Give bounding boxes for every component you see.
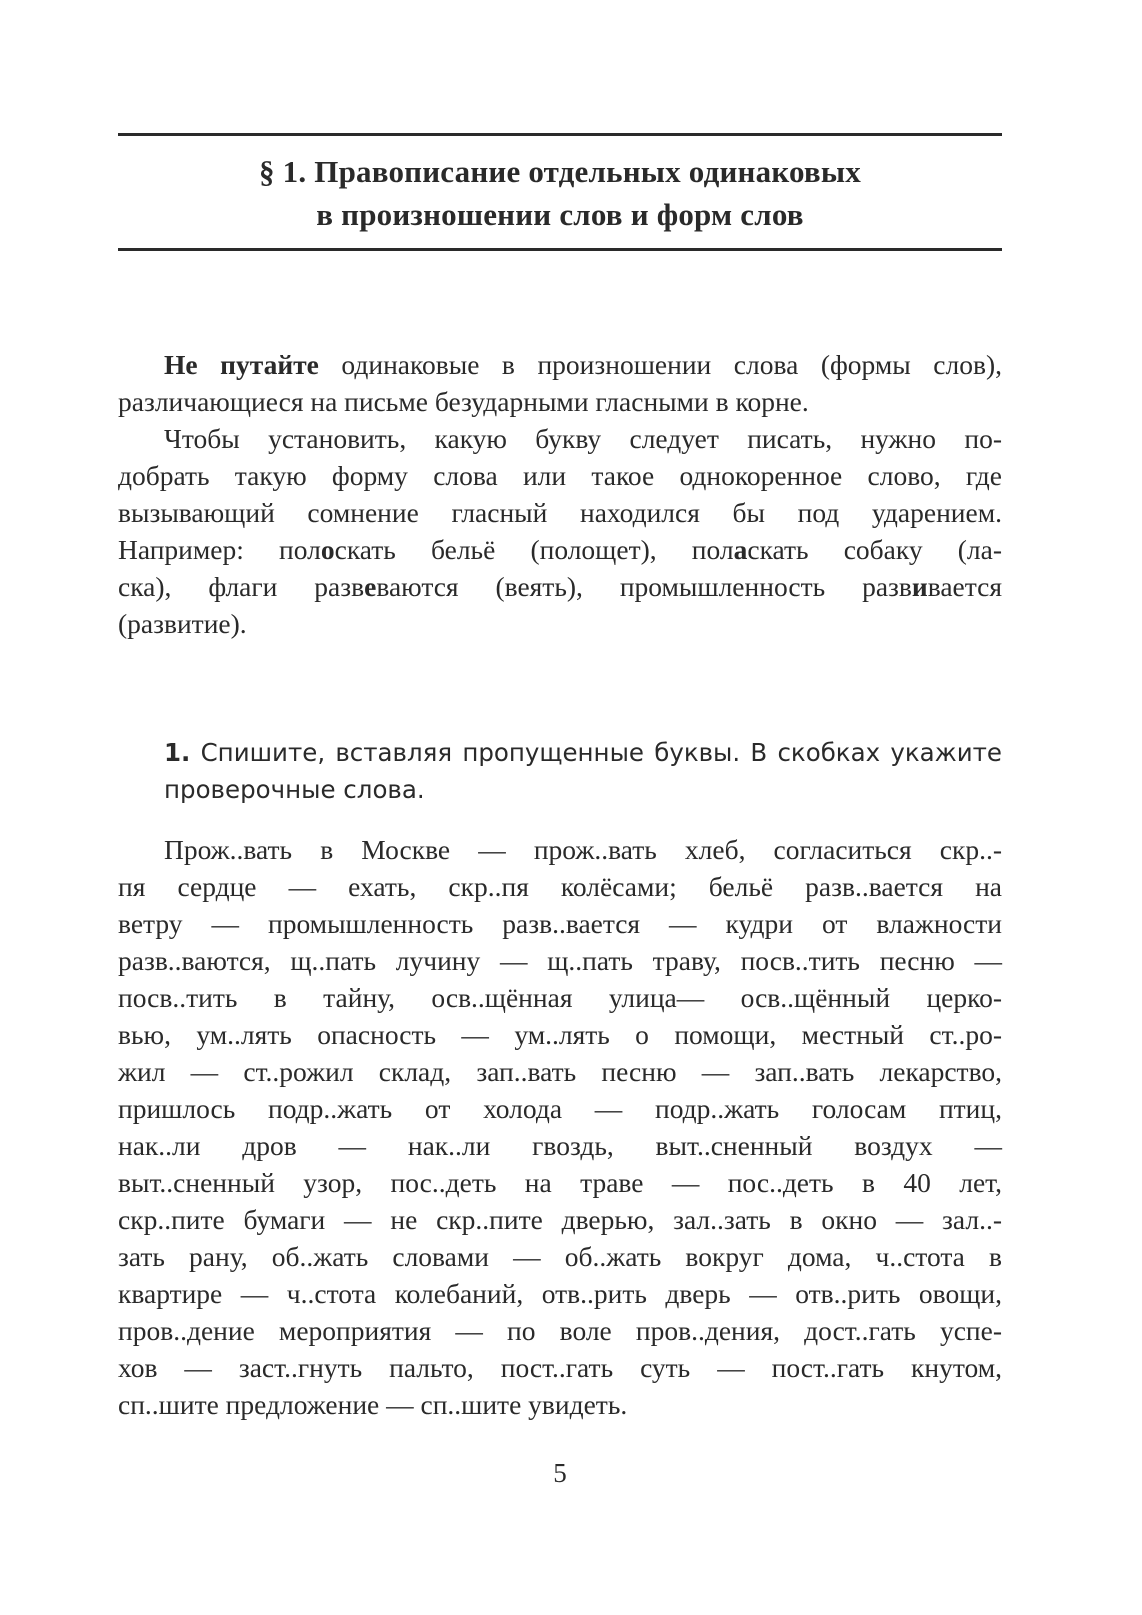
example-text: скать собаку (ла- (747, 534, 1002, 565)
rule-p2-line: Чтобы установить, какую букву следует писать, нужно по- (164, 423, 1002, 454)
exercise-line: выт..сненный узор, пос..деть на траве — пос..деть в 40 лет, (118, 1167, 1002, 1198)
rule-paragraph-1 (118, 346, 1002, 420)
bottom-rule (118, 248, 1002, 251)
example-text: Например: пол (118, 534, 321, 565)
stressed-vowel: и (911, 571, 928, 602)
stressed-vowel: о (320, 534, 335, 565)
exercise-line: скр..пите бумаги — не скр..пите дверью, зал..зать в окно — зал..- (118, 1204, 1002, 1235)
exercise-line: вью, ум..лять опасность — ум..лять о помощи, местный ст..ро- (118, 1019, 1002, 1050)
rule-example-line (118, 531, 1002, 568)
rule-example-line (118, 568, 1002, 605)
task-line-2: проверочные слова. (164, 775, 425, 804)
exercise-line: Прож..вать в Москве — прож..вать хлеб, согласиться скр..- (164, 834, 1002, 865)
heading-line-2: в произношении слов и форм слов (316, 197, 804, 232)
rule-paragraph-1-text: одинаковые в произношении слова (формы слов), различающиеся на письме безударными гласными в корне. (118, 349, 1002, 417)
page-number: 5 (553, 1458, 567, 1488)
example-text: скать бельё (полощет), пол (334, 534, 734, 565)
exercise-line: жил — ст..рожил склад, зап..вать песню — зап..вать лекарство, (118, 1056, 1002, 1087)
stressed-vowel: а (733, 534, 748, 565)
exercise-text (118, 831, 1002, 1423)
heading-line-1: § 1. Правописание отдельных одинаковых (259, 154, 861, 189)
exercise-line: зать рану, об..жать словами — об..жать вокруг дома, ч..стота в (118, 1241, 1002, 1272)
example-text: ска), флаги разв (118, 571, 365, 602)
exercise-line: сп..шите предложение — сп..шите увидеть. (118, 1389, 628, 1420)
exercise-line: квартире — ч..стота колебаний, отв..рить дверь — отв..рить овощи, (118, 1278, 1002, 1309)
example-text: вается (927, 571, 1002, 602)
rule-example-line: (развитие). (118, 608, 247, 639)
exercise-line: посв..тить в тайну, осв..щённая улица— осв..щённый церко- (118, 982, 1002, 1013)
exercise-line: ветру — промышленность разв..вается — кудри от влажности (118, 908, 1002, 939)
exercise-line: нак..ли дров — нак..ли гвоздь, выт..сненный воздух — (118, 1130, 1002, 1161)
rule-paragraph-2 (118, 420, 1002, 642)
task-line-1 (164, 734, 1002, 771)
section-heading (118, 150, 1002, 236)
top-rule (118, 133, 1002, 136)
stressed-vowel: е (364, 571, 377, 602)
exercise-line: пров..дение мероприятия — по воле пров..дения, дост..гать успе- (118, 1315, 1002, 1346)
exercise-line: разв..ваются, щ..пать лучину — щ..пать траву, посв..тить песню — (118, 945, 1002, 976)
rule-bold-phrase: Не путайте (164, 349, 319, 380)
exercise-line: пя сердце — ехать, скр..пя колёсами; бельё разв..вается на (118, 871, 1002, 902)
task-instruction (164, 734, 1002, 808)
rule-p2-line: вызывающий сомнение гласный находился бы под ударением. (118, 497, 1002, 528)
exercise-line: хов — заст..гнуть пальто, пост..гать суть — пост..гать кнутом, (118, 1352, 1002, 1383)
rule-block (118, 346, 1002, 642)
example-text: ваются (веять), промышленность разв (376, 571, 912, 602)
rule-p2-line: добрать такую форму слова или такое однокоренное слово, где (118, 460, 1002, 491)
task-text: Спишите, вставляя пропущенные буквы. В скобках укажите (190, 738, 1002, 767)
exercise-line: пришлось подр..жать от холода — подр..жать голосам птиц, (118, 1093, 1002, 1124)
task-number: 1. (164, 738, 191, 767)
